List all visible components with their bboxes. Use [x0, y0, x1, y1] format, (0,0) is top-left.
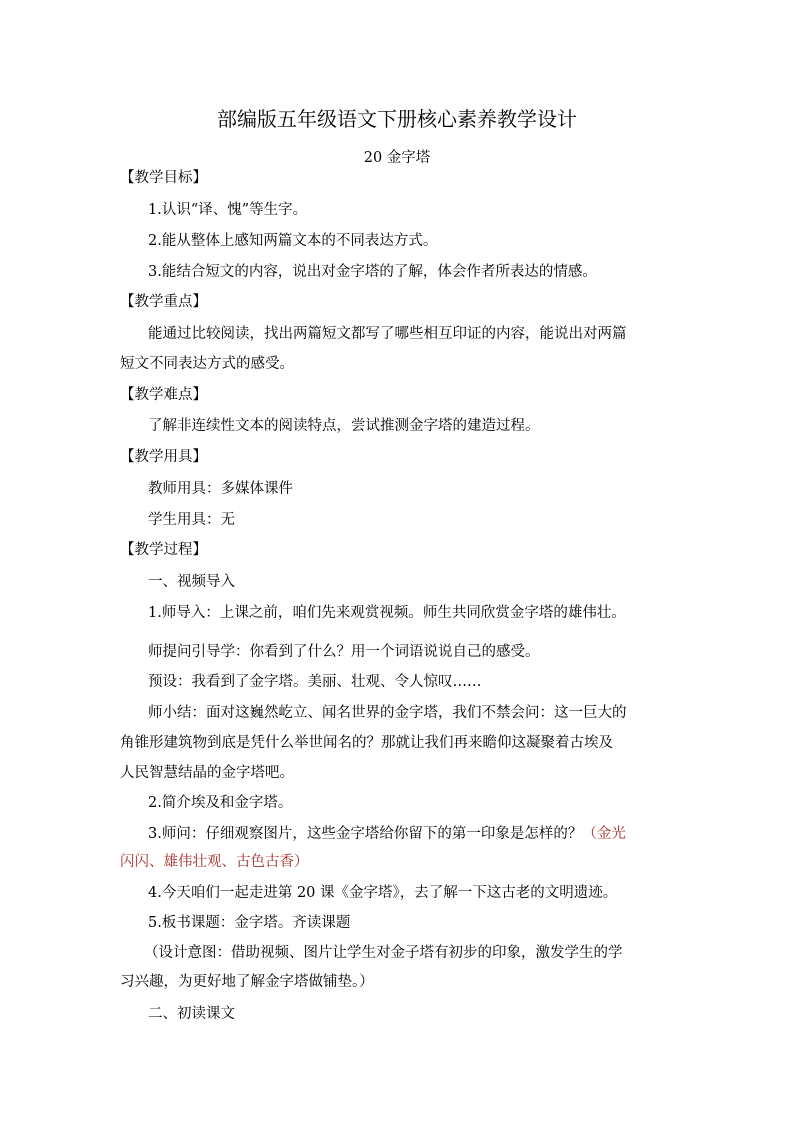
key-line: 能通过比较阅读，找出两篇短文都写了哪些相互印证的内容，能说出对两篇	[148, 326, 627, 342]
summary-line: 角锥形建筑物到底是凭什么举世闻名的？那就让我们再来瞻仰这凝聚着古埃及	[120, 735, 613, 751]
tools-heading: 【教学用具】	[120, 449, 207, 465]
goal-item: 2.能从整体上感知两篇文本的不同表达方式。	[148, 233, 438, 249]
section-heading: 一、视频导入	[148, 574, 235, 590]
difficulty-text: 了解非连续性文本的阅读特点，尝试推测金字塔的建造过程。	[148, 418, 540, 434]
summary-line: 师小结：面对这巍然屹立、闻名世界的金字塔，我们不禁会问：这一巨大的	[148, 705, 627, 721]
section-heading: 二、初读课文	[148, 1006, 235, 1022]
process-heading: 【教学过程】	[120, 542, 207, 558]
answer-text: （金光	[582, 826, 626, 842]
key-heading: 【教学重点】	[120, 294, 207, 310]
answer-text: 闪闪、雄伟壮观、古色古香）	[120, 854, 309, 870]
tools-student: 学生用具：无	[148, 512, 235, 528]
question-line	[148, 824, 626, 844]
process-paragraph: 预设：我看到了金字塔。美丽、壮观、令人惊叹……	[148, 674, 482, 690]
goal-item: 1.认识“译、愧”等生字。	[148, 202, 308, 218]
process-paragraph: 2.简介埃及和金字塔。	[148, 795, 293, 811]
summary-line: 人民智慧结晶的金字塔吧。	[120, 765, 294, 781]
tools-teacher: 教师用具：多媒体课件	[148, 481, 293, 497]
process-paragraph: 师提问引导学：你看到了什么？用一个词语说说自己的感受。	[148, 644, 540, 660]
difficulty-heading: 【教学难点】	[120, 387, 207, 403]
goal-item: 3.能结合短文的内容，说出对金字塔的了解，体会作者所表达的情感。	[148, 264, 597, 280]
process-paragraph: 5.板书课题：金字塔。齐读课题	[148, 915, 351, 931]
lesson-title: 20 金字塔	[363, 150, 431, 166]
design-intent-line: 习兴趣，为更好地了解金字塔做铺垫。）	[120, 974, 374, 990]
process-paragraph: 1.师导入：上课之前，咱们先来观赏视频。师生共同欣赏金字塔的雄伟壮。	[148, 605, 626, 621]
goal-heading: 【教学目标】	[120, 170, 207, 186]
process-paragraph: 4.今天咱们一起走进第 20 课《金字塔》，去了解一下这古老的文明遗迹。	[148, 885, 618, 901]
document-title: 部编版五年级语文下册核心素养教学设计	[217, 107, 577, 131]
design-intent-line: （设计意图：借助视频、图片让学生对金子塔有初步的印象，激发学生的学	[144, 945, 623, 961]
key-line: 短文不同表达方式的感受。	[120, 356, 294, 372]
question-text: 3.师问：仔细观察图片，这些金字塔给你留下的第一印象是怎样的？	[148, 826, 583, 842]
